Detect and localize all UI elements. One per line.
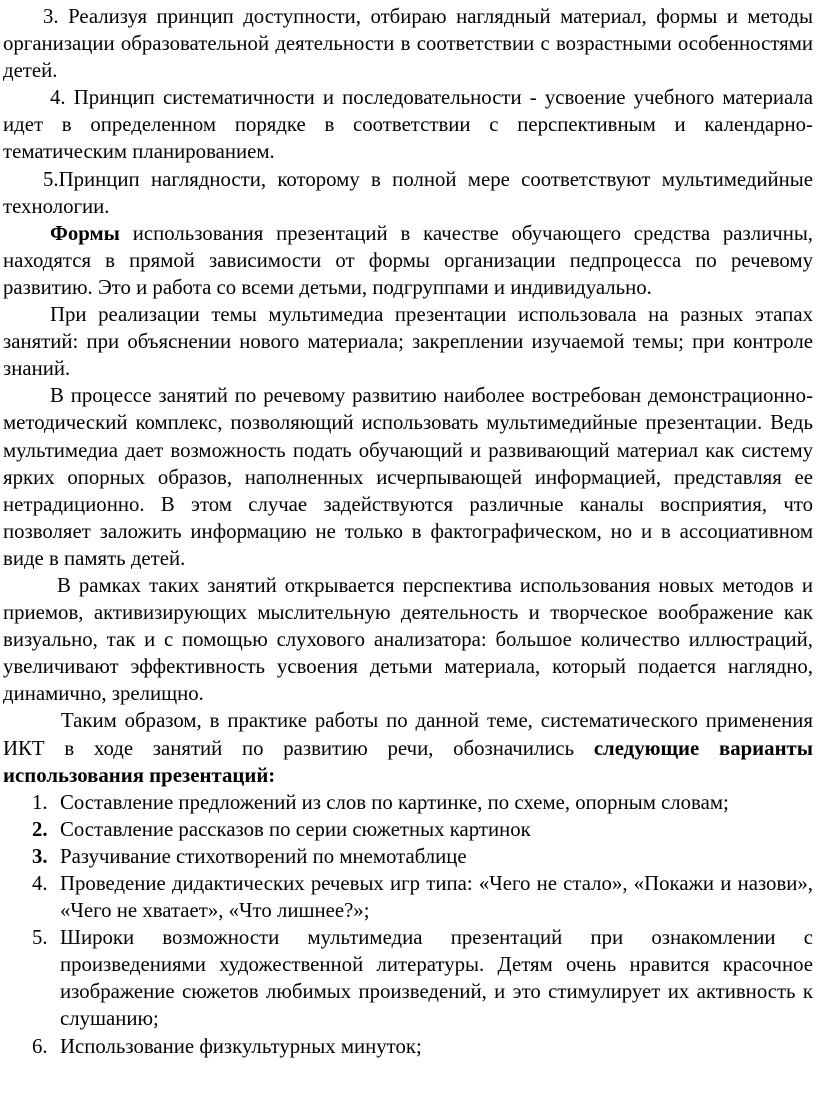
paragraph-principle-systematic: 4. Принцип систематичности и последовательности - усвоение учебного материала идет в определенном порядке в соответствии с перспективным и календарно-тематическим планированием. — [3, 86, 813, 164]
list-item-text: Составление рассказов по серии сюжетных картинок — [60, 817, 531, 841]
list-item-number: 5. — [32, 926, 48, 950]
list-item — [3, 924, 813, 1032]
paragraph-process: В процессе занятий по речевому развитию наиболее востребован демонстрационно-методический комплекс, позволяющий использовать мультимедийные презентации. Ведь мультимедиа дает возможность подать обучающий и развивающий материал как систему ярких опорных образов, наполненных исчерпывающей информацией, представляя ее нетрадиционно. В этом случае задействуются различные каналы восприятия, что позволяет заложить информацию не только в фактографическом, но и в ассоциативном виде в память детей. — [3, 384, 813, 570]
summary-text: Таким образом, в практике работы по данной теме, систематического применения ИКТ в ходе занятий по развитию речи, обозначились — [3, 709, 813, 760]
paragraph-summary — [3, 707, 813, 788]
list-item-text: Широки возможности мультимедиа презентаций при ознакомлении с произведениями художественной литературы. Детям очень нравится красочное изображение сюжетов любимых произведений, и это стимулирует их активность к слушанию; — [60, 926, 813, 1031]
list-item-number: 6. — [32, 1034, 48, 1058]
list-item-text: Использование физкультурных минуток; — [60, 1034, 422, 1058]
presentation-variants-list — [3, 789, 813, 1060]
paragraph-principle-visual: 5.Принцип наглядности, которому в полной мере соответствуют мультимедийные технологии. — [3, 167, 813, 218]
paragraph-forms — [3, 220, 813, 301]
list-item-text: Проведение дидактических речевых игр типа: «Чего не стало», «Покажи и назови», «Чего не хватает», «Что лишнее?»; — [60, 872, 813, 923]
summary-bold-tail: следующие варианты использования презентаций: — [3, 736, 814, 787]
paragraph-principle-accessibility: 3. Реализуя принцип доступности, отбираю наглядный материал, формы и методы организации образовательной деятельности в соответствии с возрастными особенностями детей. — [3, 5, 813, 83]
paragraph-stages: При реализации темы мультимедиа презентации использовала на разных этапах занятий: при объяснении нового материала; закреплении изучаемой темы; при контроле знаний. — [3, 303, 813, 381]
list-item-number: 3. — [32, 844, 48, 868]
forms-bold-lead: Формы — [50, 221, 120, 245]
list-item — [3, 843, 813, 870]
list-item-number: 2. — [32, 817, 48, 841]
list-item-number: 1. — [32, 790, 48, 814]
list-item — [3, 870, 813, 924]
list-item — [3, 789, 813, 816]
list-item-text: Разучивание стихотворений по мнемотаблице — [60, 844, 467, 868]
forms-text: использования презентаций в качестве обучающего средства различны, находятся в прямой зависимости от формы организации педпроцесса по речевому развитию. Это и работа со всеми детьми, подгруппами и индивидуально. — [3, 221, 813, 299]
document-body — [3, 3, 813, 1060]
list-item-number: 4. — [32, 872, 48, 895]
list-item — [3, 816, 813, 843]
list-item — [3, 1033, 813, 1060]
paragraph-perspective: В рамках таких занятий открывается перспектива использования новых методов и приемов, активизирующих мыслительную деятельность и творческое воображение как визуально, так и с помощью слухового анализатора: большое количество иллюстраций, увеличивают эффективность усвоения детьми материала, который подается наглядно, динамично, зрелищно. — [3, 573, 813, 706]
list-item-text: Составление предложений из слов по картинке, по схеме, опорным словам; — [60, 790, 729, 814]
